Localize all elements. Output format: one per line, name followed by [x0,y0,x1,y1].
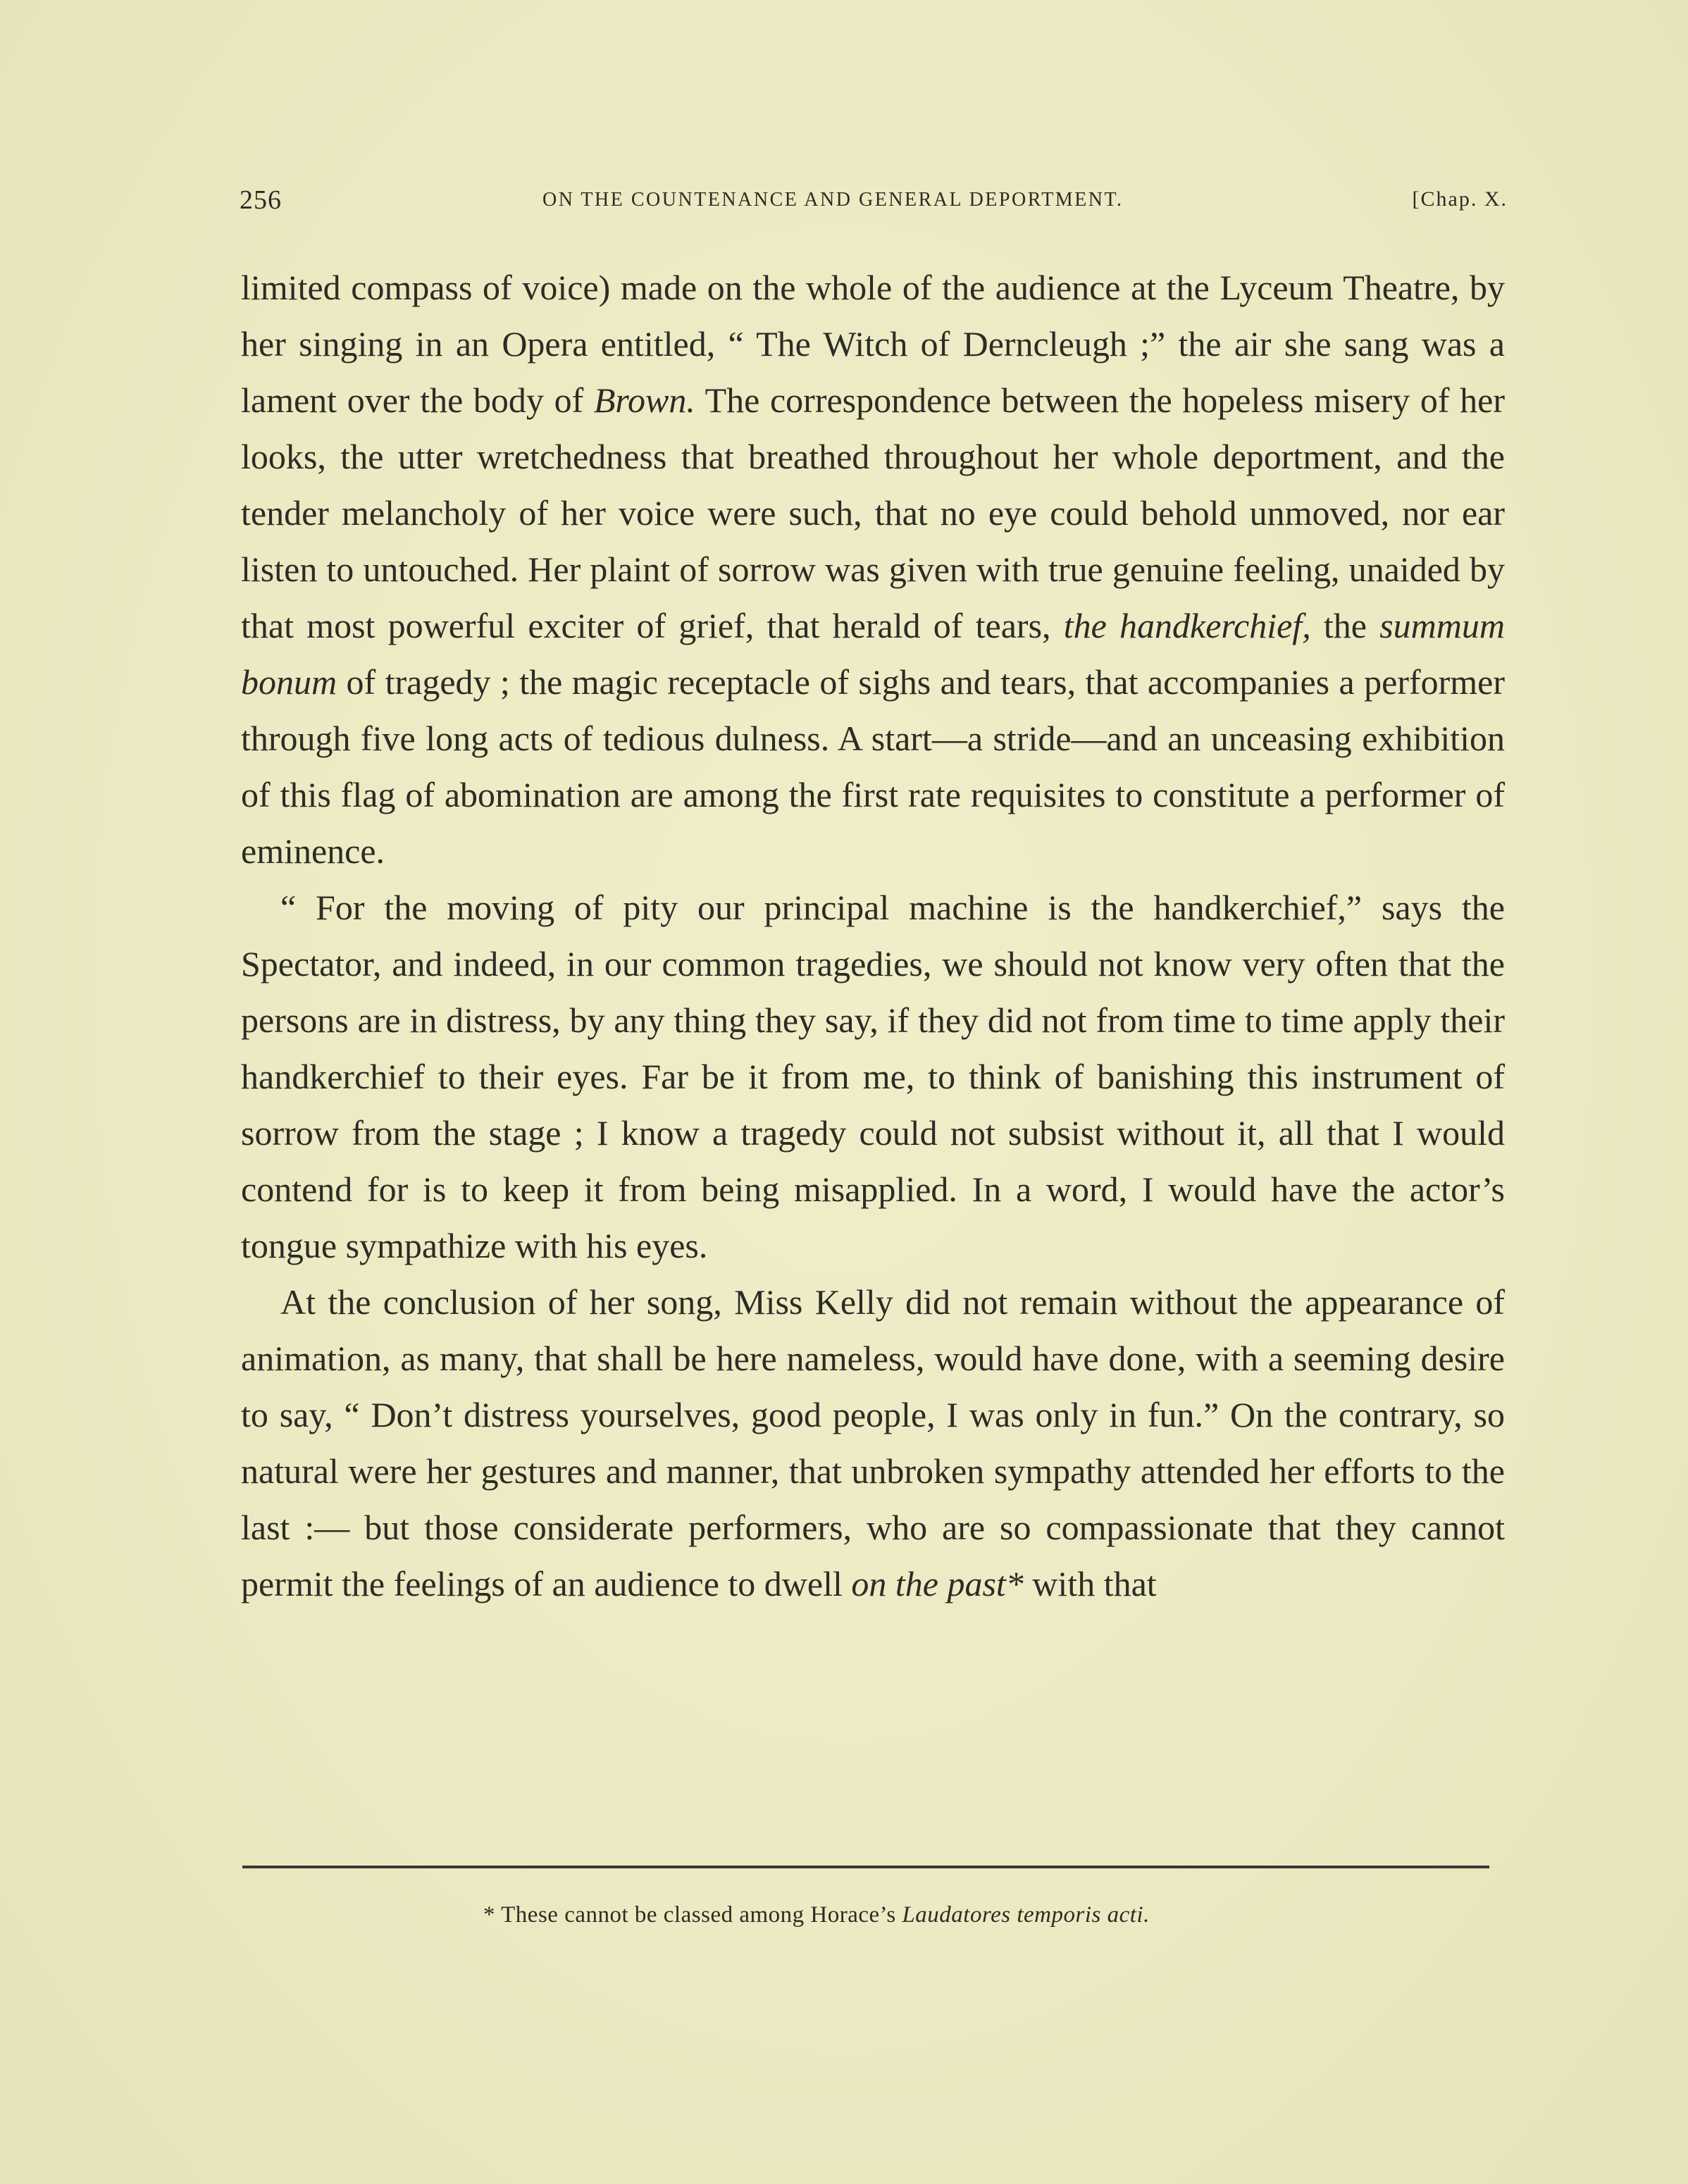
page-number: 256 [240,185,282,215]
footnote-text: * These cannot be classed among Horace’s [483,1902,902,1928]
running-title: ON THE COUNTENANCE AND GENERAL DEPORTMENT. [542,189,1124,211]
page-header [240,185,1508,220]
text-segment: the [1310,606,1380,645]
text-segment: “ For the moving of pity our principal machine is the handkerchief,” says the Spectator, and indeed, in our common tragedies, we should not know very often that the persons are in distress, by any thing they say, if they did not from time to time apply their handkerchief to their eyes. Far be it from me, to think of banishing this instrument of sorrow from the stage ; I know a tragedy could not subsist without it, all that I would contend for is to keep it from being misapplied. In a word, I would have the actor’s tongue sympathize with his eyes. [241,888,1505,1265]
italic-segment: the handkerchief, [1063,606,1311,645]
italic-segment: summum bonum [241,606,1505,702]
text-segment: The correspondence between the hopeless misery of her looks, the utter wretchedness that breathed throughout her whole deportment, and the tender melancholy of her voice were such, that no eye could behold unmoved, nor ear listen to untouched. Her plaint of sorrow was given with true genuine feeling, unaided by that most powerful exciter of grief, that herald of tears, [241,380,1505,645]
paragraph-3 [241,1274,1505,1612]
text-segment: At the conclusion of her song, Miss Kelly did not remain without the appearance of animation, as many, that shall be here nameless, would have done, with a seeming desire to say, “ Don’t distress yourselves, good people, I was only in fun.” On the contrary, so natural were her gestures and manner, that unbroken sympathy attended her efforts to the last :— but those considerate performers, who are so compassionate that they cannot permit the feelings of an audience to dwell [241,1282,1505,1603]
chapter-mark: [Chap. X. [1412,187,1508,211]
italic-segment: on the past* [851,1564,1024,1603]
footnote-rule [242,1866,1489,1868]
text-segment: limited compass of voice) made on the whole of the audience at the Lyceum Theatre, by her singing in an Opera entitled, “ The Witch of Derncleugh ;” the air she sang was a lament over the body of [241,268,1505,420]
body-text [241,259,1505,1612]
text-segment: of tragedy ; the magic receptacle of sighs and tears, that accompanies a performer through five long acts of tedious dulness. A start—a stride—and an unceasing exhibition of this flag of abomination are among the first rate requisites to constitute a performer of eminence. [241,662,1505,871]
text-segment: with that [1023,1564,1157,1603]
paragraph-1 [241,259,1505,879]
footnote-italic: Laudatores temporis acti. [902,1902,1150,1928]
footnote [483,1902,1150,1928]
italic-segment: Brown. [593,380,695,420]
paragraph-2 [241,879,1505,1274]
